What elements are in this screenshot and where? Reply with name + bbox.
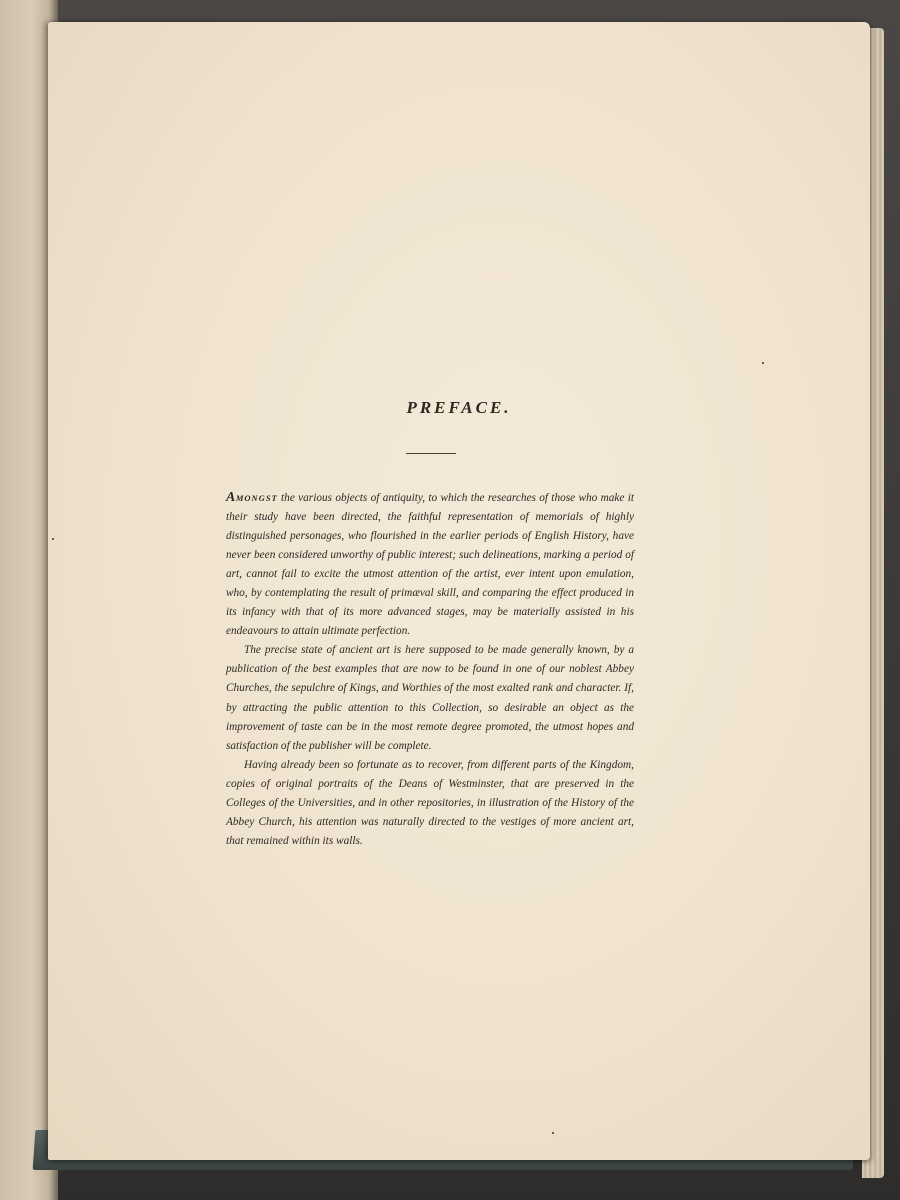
preface-title: PREFACE. xyxy=(406,398,512,417)
preface-body xyxy=(226,488,634,851)
paragraph-1-text: the various objects of antiquity, to which the researches of those who make it their study have been directed, the faithful representation of memorials of highly distinguished personages, who flourished in the earlier periods of English History, have never been considered unworthy of public interest; such delineations, marking a period of art, cannot fail to excite the utmost attention of the artist, ever intent upon emulation, who, by contemplating the result of primæval skill, and comparing the effect produced in its infancy with that of its more advanced stages, may be materially assisted in his endeavours to attain ultimate perfection. xyxy=(226,492,634,638)
paper-speck xyxy=(552,1132,554,1134)
paper-speck xyxy=(52,538,54,540)
paragraph-3: Having already been so fortunate as to recover, from different parts of the Kingdom, copies of original portraits of the Deans of Westminster, that are preserved in the Colleges of the Universities, and in other repositories, in illustration of the History of the Abbey Church, his attention was naturally directed to the vestiges of more ancient art, that remained within its walls. xyxy=(226,758,634,847)
paragraph-1 xyxy=(226,488,634,641)
opening-smallcaps: MONGST xyxy=(235,493,278,503)
title-rule xyxy=(406,453,456,454)
drop-cap: A xyxy=(226,490,236,505)
paper-speck xyxy=(762,362,764,364)
book-page xyxy=(48,22,870,1160)
paragraph-2: The precise state of ancient art is here supposed to be made generally known, by a publication of the best examples that are now to be found in one of our noblest Abbey Churches, the sepulchre of Kings, and Worthies of the most exalted rank and character. If, by attracting the public attention to this Collection, so desirable an object as the improvement of taste can be in the most remote degree promoted, the utmost hopes and satisfaction of the publisher will be complete. xyxy=(226,644,634,752)
